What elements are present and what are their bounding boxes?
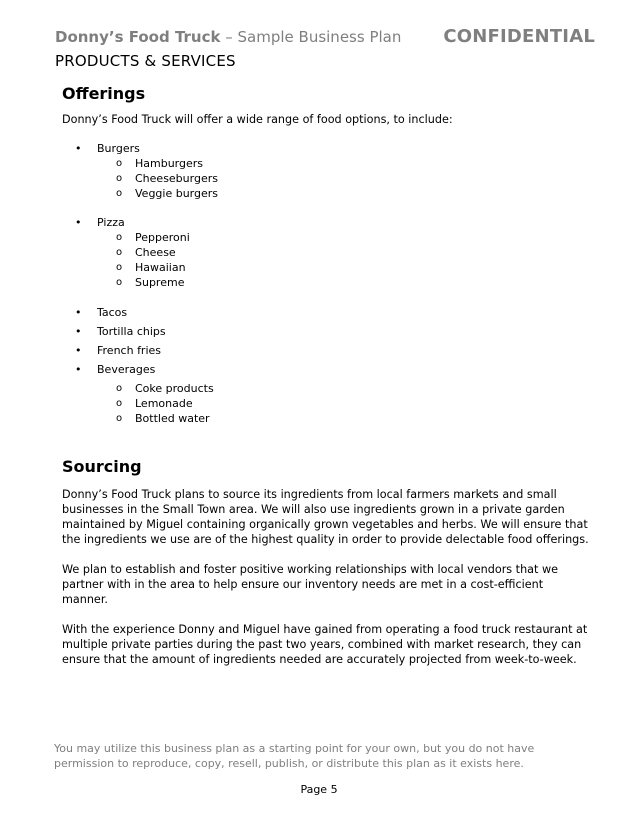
sub-list-item-label: Lemonade — [135, 397, 193, 410]
list-item-label: Tortilla chips — [97, 325, 166, 338]
footer-disclaimer: You may utilize this business plan as a starting point for your own, but you do not have permission to reproduce, copy, resell, publish, or distribute this plan as it exists here. — [54, 742, 535, 770]
sub-list-item — [62, 275, 592, 290]
sub-bullet-icon: o — [116, 247, 123, 258]
section-heading: PRODUCTS & SERVICES — [55, 52, 236, 70]
offering-group-sides — [62, 305, 592, 426]
sub-list-item-label: Veggie burgers — [135, 187, 219, 200]
sourcing-paragraph: We plan to establish and foster positive working relationships with local vendors that we partner with in the area to help ensure our inventory needs are met in a cost-efficient manner. — [62, 563, 558, 606]
page-content — [62, 84, 592, 667]
bullet-icon: • — [75, 306, 82, 319]
bullet-icon: • — [75, 344, 82, 357]
sub-list-item — [62, 186, 592, 201]
page-number: Page 5 — [300, 783, 338, 796]
sub-bullet-icon: o — [116, 173, 123, 184]
sub-list-item-label: Hamburgers — [135, 157, 204, 170]
header-brand: Donny’s Food Truck — [55, 28, 221, 46]
list-item-label: Beverages — [97, 363, 156, 376]
list-item — [62, 343, 592, 358]
page-header — [55, 28, 595, 70]
bullet-icon: • — [75, 363, 82, 376]
sub-bullet-icon: o — [116, 232, 123, 243]
sub-list-item-label: Bottled water — [135, 412, 210, 425]
sub-list-item-label: Pepperoni — [135, 231, 190, 244]
list-item — [62, 215, 592, 230]
sub-bullet-icon: o — [116, 413, 123, 424]
bullet-icon: • — [75, 142, 82, 155]
header-subtitle: – Sample Business Plan — [220, 28, 402, 46]
list-item-label: French fries — [97, 344, 162, 357]
offerings-title: Offerings — [62, 84, 146, 103]
sub-list-item — [62, 230, 592, 245]
list-item — [62, 141, 592, 156]
confidential-label: CONFIDENTIAL — [443, 26, 595, 47]
list-item — [62, 305, 592, 320]
sub-list-item-label: Supreme — [135, 276, 185, 289]
sub-list-item — [62, 396, 592, 411]
sub-list-item — [62, 411, 592, 426]
bullet-icon: • — [75, 325, 82, 338]
sub-bullet-icon: o — [116, 188, 123, 199]
sub-list-item-label: Coke products — [135, 382, 214, 395]
header-title-line — [55, 28, 595, 50]
sub-bullet-icon: o — [116, 277, 123, 288]
sub-list-item — [62, 171, 592, 186]
list-item-label: Pizza — [97, 216, 125, 229]
sub-list-item-label: Hawaiian — [135, 261, 186, 274]
sub-list-item-label: Cheese — [135, 246, 176, 259]
sub-bullet-icon: o — [116, 398, 123, 409]
sub-bullet-icon: o — [116, 262, 123, 273]
sub-list-item — [62, 156, 592, 171]
sourcing-paragraph: Donny’s Food Truck plans to source its ingredients from local farmers markets and small businesses in the Small Town area. We will also use ingredients grown in a private garden maintained by Miguel containing organically grown vegetables and herbs. We will ensure that the ingredients we use are of the highest quality in order to provide delectable food offerings. — [62, 488, 589, 546]
list-item-label: Burgers — [97, 142, 140, 155]
list-item-label: Tacos — [97, 306, 128, 319]
list-item — [62, 362, 592, 377]
sourcing-paragraph: With the experience Donny and Miguel have gained from operating a food truck restaurant at multiple private parties during the past two years, combined with market research, they can ensure that the amount of ingredients needed are accurately projected from week-to-week. — [62, 623, 588, 666]
sub-list-item — [62, 245, 592, 260]
offerings-intro: Donny’s Food Truck will offer a wide range of food options, to include: — [62, 113, 453, 126]
sub-list-item — [62, 381, 592, 396]
sub-bullet-icon: o — [116, 383, 123, 394]
sourcing-title: Sourcing — [62, 457, 142, 476]
sub-list-item — [62, 260, 592, 275]
offering-group-burgers — [62, 141, 592, 201]
offering-group-pizza — [62, 215, 592, 290]
sub-bullet-icon: o — [116, 158, 123, 169]
list-item — [62, 324, 592, 339]
bullet-icon: • — [75, 216, 82, 229]
sub-list-item-label: Cheeseburgers — [135, 172, 218, 185]
